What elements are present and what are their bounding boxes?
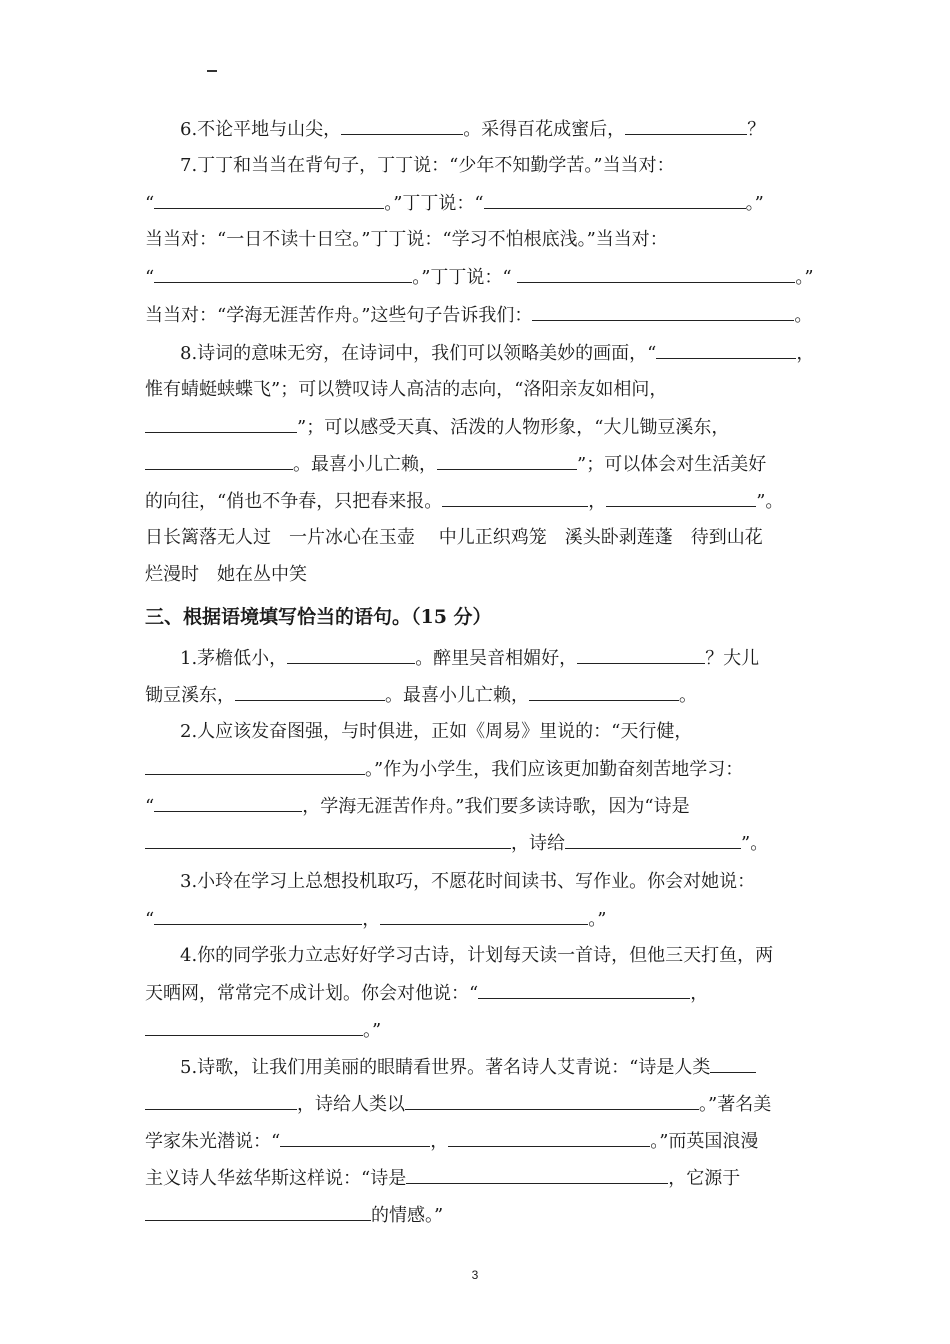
line-text: ”。 <box>741 833 769 854</box>
line-text: 。” <box>745 193 764 214</box>
line-text: ， <box>588 491 607 512</box>
text-line-s3q3a <box>180 869 755 895</box>
text-line-s3q2b <box>145 756 743 783</box>
answer-blank[interactable] <box>484 190 746 209</box>
answer-blank[interactable] <box>532 302 794 321</box>
text-line-q8a <box>180 340 814 367</box>
answer-blank[interactable] <box>154 793 302 812</box>
line-text: 当当对：“学海无涯苦作舟。”这些句子告诉我们： <box>145 305 533 326</box>
answer-blank[interactable] <box>625 116 747 135</box>
line-text: “ <box>145 267 155 288</box>
line-text: 。 <box>679 685 697 706</box>
text-line-q7e <box>145 302 812 329</box>
answer-blank[interactable] <box>341 116 463 135</box>
line-text: 。 <box>794 305 813 326</box>
answer-blank[interactable] <box>154 264 412 283</box>
line-text: 。”而英国浪漫 <box>650 1131 759 1152</box>
line-text: ， <box>430 1131 449 1152</box>
answer-blank[interactable] <box>145 451 293 470</box>
answer-blank[interactable] <box>577 645 705 664</box>
line-text: 7.丁丁和当当在背句子，丁丁说：“少年不知勤学苦。”当当对： <box>180 155 675 176</box>
text-line-s3q4a <box>180 943 773 969</box>
answer-blank[interactable] <box>154 906 362 925</box>
text-line-q7b <box>145 190 764 217</box>
text-line-s3q1b <box>145 682 697 709</box>
line-text: 3.小玲在学习上总想投机取巧，不愿花时间读书、写作业。你会对她说： <box>180 871 756 892</box>
section-heading: 三、根据语境填写恰当的语句。（15 分） <box>145 606 492 628</box>
line-text: 。采得百花成蜜后， <box>463 119 626 140</box>
answer-blank[interactable] <box>154 190 384 209</box>
line-text: ”；可以体会对生活美好 <box>577 454 767 475</box>
line-text: 学家朱光潜说：“ <box>145 1131 281 1152</box>
line-text: ，诗给 <box>511 833 565 854</box>
text-line-q7a <box>180 153 675 179</box>
text-line-q8opt2 <box>145 562 307 588</box>
answer-blank[interactable] <box>437 451 577 470</box>
line-text: “ <box>145 796 155 817</box>
text-line-s3q1a <box>180 645 759 672</box>
line-text: ， <box>796 343 815 364</box>
text-line-s3q2c <box>145 793 690 820</box>
line-text: 的情感。” <box>371 1205 444 1226</box>
line-text: 天晒网，常常完不成计划。你会对他说：“ <box>145 983 479 1004</box>
line-text: 烂漫时 她在丛中笑 <box>145 564 307 585</box>
line-text: 。” <box>363 1020 382 1041</box>
text-line-s3q5a <box>180 1054 756 1081</box>
line-text: 。最喜小儿亡赖， <box>293 454 437 475</box>
line-text: 当当对：“一日不读十日空。”丁丁说：“学习不怕根底浅。”当当对： <box>145 229 668 250</box>
answer-blank[interactable] <box>235 682 385 701</box>
answer-blank[interactable] <box>287 645 415 664</box>
answer-blank[interactable] <box>529 682 679 701</box>
line-text: ， <box>362 909 381 930</box>
line-text: ，学海无涯苦作舟。”我们要多读诗歌，因为“诗是 <box>302 796 690 817</box>
answer-blank[interactable] <box>145 1017 363 1036</box>
answer-blank[interactable] <box>280 1128 430 1147</box>
line-text: 。”作为小学生，我们应该更加勤奋刻苦地学习： <box>365 759 744 780</box>
answer-blank[interactable] <box>448 1128 650 1147</box>
line-text: ”。 <box>756 491 784 512</box>
text-line-s3q2d <box>145 830 768 857</box>
page-number: 3 <box>471 1268 479 1282</box>
text-line-q7d <box>145 264 814 291</box>
corner-mark <box>207 70 217 72</box>
text-line-s3q5d <box>145 1165 740 1192</box>
line-text: 。醉里吴音相媚好， <box>415 648 578 669</box>
line-text: 6.不论平地与山尖， <box>180 119 342 140</box>
line-text: ”；可以感受天真、活泼的人物形象，“大儿锄豆溪东， <box>297 417 730 438</box>
text-line-q8opt1 <box>145 525 763 551</box>
line-text: 主义诗人华兹华斯这样说：“诗是 <box>145 1168 407 1189</box>
line-text: ，诗给人类以 <box>297 1094 405 1115</box>
answer-blank[interactable] <box>606 488 756 507</box>
answer-blank[interactable] <box>710 1054 756 1073</box>
line-text: 2.人应该发奋图强，与时俱进，正如《周易》里说的：“天行健， <box>180 721 693 742</box>
text-line-q8c <box>145 414 729 441</box>
answer-blank[interactable] <box>405 1091 699 1110</box>
answer-blank[interactable] <box>145 1202 371 1221</box>
answer-blank[interactable] <box>380 906 588 925</box>
line-text: 。”丁丁说：“ <box>412 267 518 288</box>
text-line-q6 <box>180 116 765 143</box>
text-line-s3q2a <box>180 719 692 745</box>
line-text: 惟有蜻蜓蛱蝶飞”；可以赞叹诗人高洁的志向，“洛阳亲友如相问， <box>145 379 668 400</box>
line-text: ，它源于 <box>668 1168 741 1189</box>
text-line-q8b <box>145 377 667 403</box>
text-line-q7c <box>145 227 668 253</box>
text-line-q8d <box>145 451 766 478</box>
line-text: “ <box>145 193 155 214</box>
answer-blank[interactable] <box>478 980 690 999</box>
text-line-s3q5e <box>145 1202 443 1229</box>
text-line-s3q3b <box>145 906 606 933</box>
text-line-s3q5c <box>145 1128 758 1155</box>
line-text: ？ <box>747 119 766 140</box>
answer-blank[interactable] <box>442 488 588 507</box>
answer-blank[interactable] <box>145 756 365 775</box>
answer-blank[interactable] <box>145 830 511 849</box>
text-line-s3q4b <box>145 980 708 1007</box>
line-text: 。” <box>795 267 814 288</box>
answer-blank[interactable] <box>517 264 795 283</box>
line-text: 1.茅檐低小， <box>180 648 288 669</box>
answer-blank[interactable] <box>145 414 297 433</box>
line-text: 。”丁丁说：“ <box>384 193 484 214</box>
line-text: “ <box>145 909 155 930</box>
text-line-s3q4c <box>145 1017 381 1044</box>
line-text: 的向往，“俏也不争春，只把春来报。 <box>145 491 443 512</box>
line-text: 。” <box>588 909 607 930</box>
line-text: ？大儿 <box>705 648 760 669</box>
line-text: ， <box>690 983 709 1004</box>
text-line-s3q5b <box>145 1091 771 1118</box>
line-text: 日长篱落无人过 一片冰心在玉壶 中儿正织鸡笼 溪头卧剥莲蓬 待到山花 <box>145 527 763 548</box>
answer-blank[interactable] <box>145 1091 297 1110</box>
line-text: 锄豆溪东， <box>145 685 235 706</box>
line-text: 5.诗歌，让我们用美丽的眼睛看世界。著名诗人艾青说：“诗是人类 <box>180 1057 711 1078</box>
answer-blank[interactable] <box>565 830 741 849</box>
line-text: 8.诗词的意味无穷，在诗词中，我们可以领略美妙的画面，“ <box>180 343 657 364</box>
line-text: 。”著名美 <box>699 1094 772 1115</box>
line-text: 。最喜小儿亡赖， <box>385 685 529 706</box>
answer-blank[interactable] <box>656 340 796 359</box>
line-text: 4.你的同学张力立志好好学习古诗，计划每天读一首诗，但他三天打鱼，两 <box>180 945 774 966</box>
text-line-q8e <box>145 488 783 515</box>
answer-blank[interactable] <box>406 1165 668 1184</box>
